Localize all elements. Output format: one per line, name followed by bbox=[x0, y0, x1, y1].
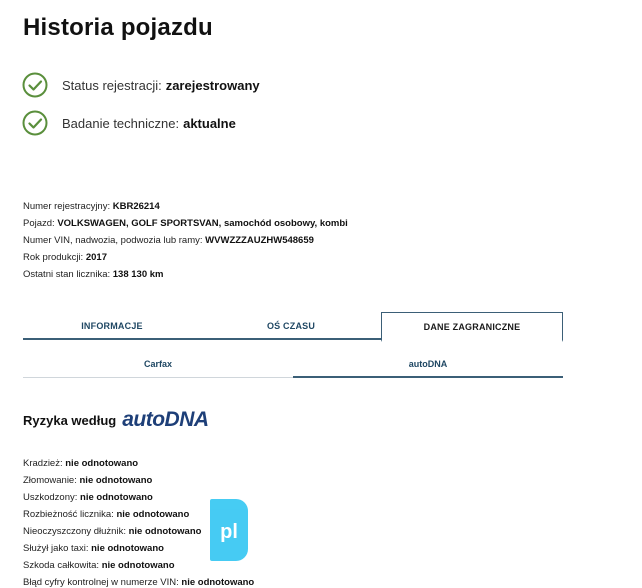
status-label: Badanie techniczne: bbox=[62, 115, 180, 131]
risk-row: Rozbieżność licznika: nie odnotowano bbox=[23, 509, 190, 520]
check-circle-icon bbox=[22, 72, 48, 98]
risk-row: Złomowanie: nie odnotowano bbox=[23, 475, 153, 486]
info-row: Pojazd: VOLKSWAGEN, GOLF SPORTSVAN, samochód osobowy, kombi bbox=[23, 218, 348, 229]
risk-row: Błąd cyfry kontrolnej w numerze VIN: nie odnotowano bbox=[23, 577, 255, 588]
tab-informacje[interactable]: INFORMACJE bbox=[81, 321, 143, 331]
risk-heading-label: Ryzyka według bbox=[23, 412, 117, 428]
status-value: zarejestrowany bbox=[165, 77, 260, 93]
info-row: Numer rejestracyjny: KBR26214 bbox=[23, 201, 160, 212]
risk-row: Uszkodzony: nie odnotowano bbox=[23, 492, 153, 503]
tab-dane-zagraniczne[interactable]: DANE ZAGRANICZNE bbox=[381, 312, 563, 342]
status-value: aktualne bbox=[183, 115, 236, 131]
info-row: Numer VIN, nadwozia, podwozia lub ramy: WVWZZZAUZHW548659 bbox=[23, 235, 314, 246]
risk-row: Nieoczyszczony dłużnik: nie odnotowano bbox=[23, 526, 202, 537]
tab-os-czasu[interactable]: OŚ CZASU bbox=[266, 321, 316, 331]
risk-row: Kradzież: nie odnotowano bbox=[23, 458, 139, 469]
status-registration bbox=[22, 72, 260, 98]
status-label: Status rejestracji: bbox=[62, 77, 162, 93]
risk-row: Szkoda całkowita: nie odnotowano bbox=[23, 560, 175, 571]
sub-tabs bbox=[23, 352, 563, 378]
vehicle-info bbox=[23, 198, 348, 283]
watermark-logo: pl bbox=[210, 499, 248, 561]
main-tabs bbox=[23, 312, 563, 340]
risk-row: Służył jako taxi: nie odnotowano bbox=[23, 543, 164, 554]
autodna-logo: autoDNA bbox=[122, 408, 209, 431]
info-row: Rok produkcji: 2017 bbox=[23, 252, 107, 263]
risk-heading bbox=[23, 408, 209, 432]
status-inspection bbox=[22, 110, 236, 136]
page-title: Historia pojazdu bbox=[23, 14, 213, 41]
check-circle-icon bbox=[22, 110, 48, 136]
info-row: Ostatni stan licznika: 138 130 km bbox=[23, 269, 164, 280]
subtab-autodna[interactable]: autoDNA bbox=[293, 352, 563, 378]
subtab-carfax[interactable]: Carfax bbox=[143, 359, 172, 369]
